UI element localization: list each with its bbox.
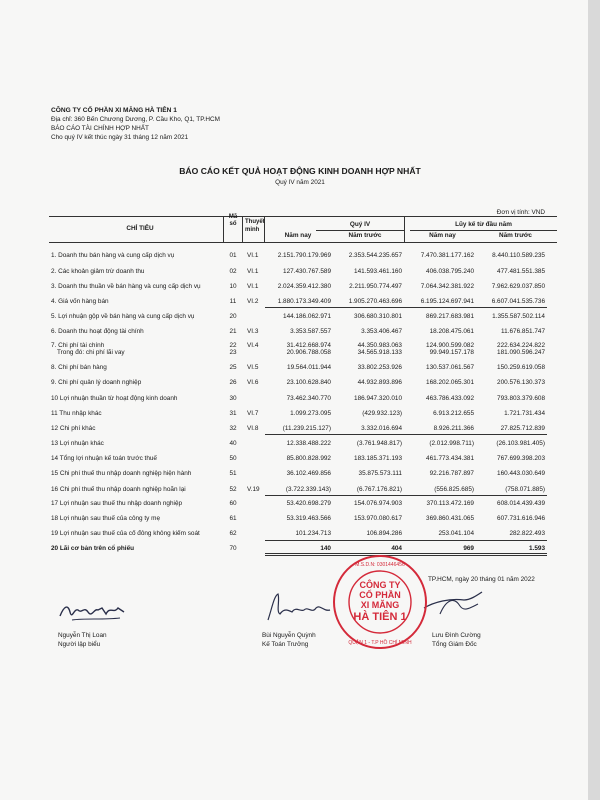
row-q-prior: (3.761.948.817) <box>356 440 402 447</box>
header-nam-truoc-q: Năm trước <box>348 232 382 239</box>
row-q-current: 12.338.488.222 <box>286 440 331 447</box>
accountant-name: Bùi Nguyễn Quỳnh <box>262 632 316 639</box>
row-ytd-current: 463.786.433.092 <box>426 395 474 402</box>
row-ytd-prior: 7.962.629.037.850 <box>491 283 545 290</box>
row-ytd-current: 7.064.342.381.922 <box>420 283 474 290</box>
header-chi-tieu: CHỈ TIÊU <box>126 225 154 232</box>
row-q-current: 127.430.767.589 <box>283 268 331 275</box>
row-code: 01 <box>229 252 237 259</box>
row-q-prior: 44.932.893.896 <box>357 379 402 386</box>
row-q-current: 19.564.011.944 <box>287 364 331 371</box>
row-ytd-prior: 1.355.587.502.114 <box>492 313 545 320</box>
row-ytd-prior: 160.443.030.649 <box>497 470 545 477</box>
row-ytd-prior: 6.607.041.535.736 <box>491 298 545 305</box>
row-q-prior: 3.332.016.694 <box>361 425 402 432</box>
signature-preparer <box>58 598 128 624</box>
row-code: 62 <box>229 530 237 537</box>
subtotal-rule <box>265 307 547 308</box>
row-ytd-prior: 11.676.851.747 <box>501 328 545 335</box>
row-ytd-current: 6.195.124.697.941 <box>420 298 474 305</box>
row-code: 31 <box>229 410 237 417</box>
row-note: VI.7 <box>247 410 259 417</box>
row-label: 3. Doanh thu thuần về bán hàng và cung cấp dịch vụ <box>51 283 201 290</box>
row-label: 18 Lợi nhuận sau thuế của công ty mẹ <box>51 515 160 522</box>
row-ytd-prior: 181.090.596.247 <box>497 349 545 356</box>
subtotal-rule <box>265 540 547 541</box>
row-ytd-current: 406.038.795.240 <box>426 268 474 275</box>
row-ytd-prior: (758.071.885) <box>505 486 545 493</box>
row-note: VI.4 <box>247 342 259 349</box>
subtotal-rule <box>265 434 547 435</box>
row-q-current: 140 <box>320 545 331 552</box>
row-label: 17 Lợi nhuận sau thuế thu nhập doanh nghiệp <box>51 500 183 507</box>
preparer-name: Nguyễn Thị Loan <box>58 632 107 639</box>
row-ytd-current: 461.773.434.381 <box>426 455 474 462</box>
report-title: BÁO CÁO KẾT QUẢ HOẠT ĐỘNG KINH DOANH HỢP NHẤT <box>179 166 421 176</box>
header-thuyet-minh: Thuyết minh <box>245 219 265 233</box>
row-q-prior: 44.350.983.063 <box>357 342 402 349</box>
row-ytd-current: 6.913.212.655 <box>433 410 474 417</box>
row-q-current: 3.353.587.557 <box>290 328 331 335</box>
row-ytd-current: 99.949.157.178 <box>429 349 474 356</box>
row-note: V.19 <box>247 486 260 493</box>
row-q-prior: 404 <box>391 545 402 552</box>
row-q-prior: 2.353.544.235.657 <box>348 252 402 259</box>
row-ytd-prior: 222.634.224.822 <box>497 342 545 349</box>
row-q-prior: 3.353.406.467 <box>361 328 402 335</box>
row-ytd-current: 168.202.065.301 <box>426 379 474 386</box>
header-luy-ke: Lũy kế từ đầu năm <box>455 221 512 228</box>
row-ytd-current: 869.217.683.981 <box>426 313 474 320</box>
svg-text:CÔNG TY: CÔNG TY <box>359 580 401 590</box>
row-q-prior: 306.680.310.801 <box>354 313 402 320</box>
row-ytd-prior: (26.103.981.405) <box>496 440 545 447</box>
row-note: VI.3 <box>247 328 259 335</box>
row-label: 16 Chi phí thuế thu nhập doanh nghiệp hoãn lại <box>51 486 186 493</box>
row-code: 61 <box>229 515 237 522</box>
row-code: 22 <box>229 342 237 349</box>
header-quy: Quý IV <box>349 221 371 228</box>
row-label: 7. Chi phí tài chính <box>51 342 105 349</box>
row-note: VI.1 <box>247 268 259 275</box>
ytd-subheader-rule <box>410 230 557 231</box>
row-label: Trong đó: chi phí lãi vay <box>57 349 125 356</box>
row-q-prior: 106.894.286 <box>366 530 402 537</box>
row-q-current: 144.186.062.971 <box>283 313 331 320</box>
report-type: BÁO CÁO TÀI CHÍNH HỢP NHẤT <box>51 125 149 132</box>
row-note: VI.5 <box>247 364 259 371</box>
row-q-prior: 141.593.461.160 <box>354 268 402 275</box>
row-ytd-current: 130.537.061.567 <box>426 364 474 371</box>
row-q-current: 53.420.698.279 <box>286 500 331 507</box>
row-ytd-current: 369.860.431.065 <box>426 515 474 522</box>
signature-director <box>420 588 490 618</box>
row-code: 52 <box>229 486 237 493</box>
row-ytd-prior: 8.440.110.589.235 <box>492 252 545 259</box>
row-q-prior: 186.947.320.010 <box>354 395 402 402</box>
row-q-current: 85.800.828.992 <box>286 455 331 462</box>
currency-unit: Đơn vị tính: VND <box>496 209 545 216</box>
header-nam-nay-q: Năm nay <box>284 232 312 239</box>
table-header-rule <box>49 242 557 243</box>
row-label: 20 Lãi cơ bản trên cổ phiếu <box>51 545 135 552</box>
row-q-prior: 34.565.918.133 <box>357 349 402 356</box>
row-q-current: 53.319.463.566 <box>286 515 331 522</box>
director-name: Lưu Đình Cường <box>432 632 481 639</box>
row-q-current: 2.024.359.412.380 <box>277 283 331 290</box>
row-code: 26 <box>229 379 237 386</box>
svg-text:XI MĂNG: XI MĂNG <box>360 600 400 610</box>
row-note: VI.2 <box>247 298 259 305</box>
row-q-prior: 2.211.950.774.497 <box>349 283 402 290</box>
accountant-title: Kế Toán Trưởng <box>262 641 309 648</box>
row-code: 51 <box>229 470 237 477</box>
column-divider <box>242 216 243 242</box>
row-code: 60 <box>229 500 237 507</box>
row-ytd-current: 8.926.211.366 <box>433 425 474 432</box>
row-ytd-prior: 27.825.712.839 <box>500 425 545 432</box>
row-code: 70 <box>229 545 237 552</box>
row-q-prior: 183.185.371.193 <box>354 455 402 462</box>
row-code: 30 <box>229 395 237 402</box>
row-label: 13 Lợi nhuận khác <box>51 440 104 447</box>
row-label: 1. Doanh thu bán hàng và cung cấp dịch vụ <box>51 252 175 259</box>
row-code: 23 <box>229 349 237 356</box>
page-edge-shadow <box>588 0 600 800</box>
row-ytd-prior: 150.259.619.058 <box>497 364 545 371</box>
row-q-current: 20.906.788.058 <box>286 349 331 356</box>
row-code: 21 <box>229 328 237 335</box>
row-q-current: 101.234.713 <box>295 530 331 537</box>
table-top-rule <box>49 216 557 217</box>
row-ytd-prior: 607.731.616.946 <box>497 515 545 522</box>
row-code: 32 <box>229 425 237 432</box>
row-ytd-current: 7.470.381.177.162 <box>420 252 474 259</box>
preparer-title: Người lập biểu <box>58 641 101 648</box>
row-q-current: 36.102.469.856 <box>286 470 331 477</box>
row-q-prior: (6.767.176.821) <box>356 486 402 493</box>
row-label: 12 Chi phí khác <box>51 425 96 432</box>
subtotal-rule <box>265 495 547 496</box>
row-q-current: 1.099.273.095 <box>290 410 331 417</box>
row-code: 50 <box>229 455 237 462</box>
row-label: 4. Giá vốn hàng bán <box>51 298 109 305</box>
column-divider <box>223 216 224 242</box>
row-label: 19 Lợi nhuận sau thuế của cổ đông không kiểm soát <box>51 530 200 537</box>
header-nam-nay-ytd: Năm nay <box>429 232 456 239</box>
row-code: 40 <box>229 440 237 447</box>
row-ytd-current: 370.113.472.169 <box>426 500 474 507</box>
row-q-current: 73.462.340.770 <box>286 395 331 402</box>
row-q-current: 23.100.628.840 <box>286 379 331 386</box>
row-q-prior: 153.970.080.617 <box>354 515 402 522</box>
quarter-subheader-rule <box>316 230 404 231</box>
svg-text:CỔ PHẦN: CỔ PHẦN <box>359 590 401 600</box>
company-stamp-seal <box>330 552 430 652</box>
company-name: CÔNG TY CỔ PHẦN XI MĂNG HÀ TIÊN 1 <box>51 107 177 114</box>
svg-text:M.S.D.N: 0301446456: M.S.D.N: 0301446456 <box>355 562 405 568</box>
row-note: VI.1 <box>247 252 259 259</box>
row-ytd-current: 253.041.104 <box>438 530 474 537</box>
row-ytd-prior: 1.593 <box>529 545 545 552</box>
row-label: 10 Lợi nhuận thuần từ hoạt động kinh doanh <box>51 395 178 402</box>
row-ytd-prior: 200.576.130.373 <box>497 379 545 386</box>
row-note: VI.6 <box>247 379 259 386</box>
row-ytd-prior: 767.699.398.203 <box>497 455 545 462</box>
row-ytd-current: 92.216.787.897 <box>429 470 474 477</box>
row-q-current: (3.722.339.143) <box>285 486 331 493</box>
row-label: 11 Thu nhập khác <box>51 410 102 417</box>
header-nam-truoc-ytd: Năm trước <box>499 232 532 239</box>
row-ytd-prior: 793.803.379.608 <box>497 395 545 402</box>
signing-date: TP.HCM, ngày 20 tháng 01 năm 2022 <box>428 576 535 583</box>
row-code: 25 <box>229 364 237 371</box>
header-ma-so: Mã số <box>228 214 238 227</box>
row-code: 10 <box>229 283 237 290</box>
row-label: 2. Các khoản giảm trừ doanh thu <box>51 268 145 275</box>
row-q-current: (11.239.215.127) <box>282 425 331 432</box>
row-ytd-current: (556.825.685) <box>434 486 474 493</box>
row-q-current: 1.880.173.349.409 <box>277 298 331 305</box>
row-ytd-prior: 1.721.731.434 <box>504 410 545 417</box>
row-q-current: 2.151.790.179.969 <box>277 252 331 259</box>
row-code: 20 <box>229 313 237 320</box>
row-q-prior: 1.905.270.463.696 <box>348 298 402 305</box>
row-code: 02 <box>229 268 237 275</box>
company-address: Địa chỉ: 360 Bến Chương Dương, P. Cầu Kho, Q1, TP.HCM <box>51 116 220 123</box>
row-label: 8. Chi phí bán hàng <box>51 364 107 371</box>
row-ytd-prior: 608.014.439.439 <box>497 500 545 507</box>
column-divider <box>404 216 405 242</box>
row-label: 5. Lợi nhuận gộp về bán hàng và cung cấp dịch vụ <box>51 313 195 320</box>
row-ytd-current: 124.900.599.082 <box>426 342 474 349</box>
svg-text:QUẬN 1 - T.P HỒ CHÍ MINH: QUẬN 1 - T.P HỒ CHÍ MINH <box>348 640 412 646</box>
row-ytd-prior: 282.822.493 <box>509 530 545 537</box>
row-label: 15 Chi phí thuế thu nhập doanh nghiệp hiện hành <box>51 470 192 477</box>
row-label: 9. Chi phí quản lý doanh nghiệp <box>51 379 142 386</box>
row-code: 11 <box>229 298 237 305</box>
row-q-prior: 35.875.573.111 <box>358 470 402 477</box>
row-ytd-current: 18.208.475.061 <box>429 328 474 335</box>
report-period: Cho quý IV kết thúc ngày 31 tháng 12 năm 2021 <box>51 134 189 141</box>
report-subtitle: Quý IV năm 2021 <box>275 179 325 186</box>
row-q-current: 31.412.668.974 <box>286 342 331 349</box>
row-ytd-current: 969 <box>463 545 474 552</box>
row-note: VI.1 <box>247 283 259 290</box>
row-label: 6. Doanh thu hoạt động tài chính <box>51 328 144 335</box>
row-label: 14 Tổng lợi nhuận kế toán trước thuế <box>51 455 157 462</box>
director-title: Tổng Giám Đốc <box>432 641 477 648</box>
row-q-prior: 154.076.974.903 <box>354 500 402 507</box>
row-ytd-prior: 477.481.551.385 <box>497 268 545 275</box>
row-ytd-current: (2.012.998.711) <box>429 440 474 447</box>
svg-text:HÀ TIÊN 1: HÀ TIÊN 1 <box>353 611 407 623</box>
signature-accountant <box>262 590 334 624</box>
row-q-prior: 33.802.253.926 <box>357 364 402 371</box>
row-q-prior: (429.932.123) <box>362 410 402 417</box>
row-note: VI.8 <box>247 425 259 432</box>
